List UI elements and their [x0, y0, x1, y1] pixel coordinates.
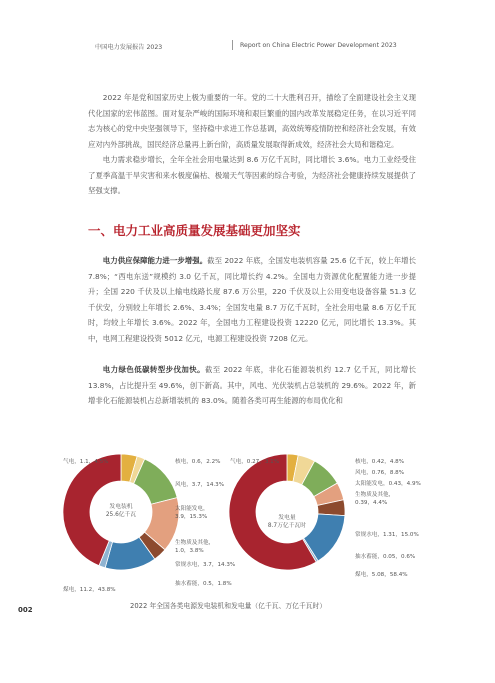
generation-label-bio-value: 0.39，4.4% — [355, 500, 388, 506]
capacity-center-label — [91, 503, 151, 519]
generation-center-value: 8.7万亿千瓦时 — [267, 523, 307, 529]
generation-label-gas: 气电，0.27，3.1% — [230, 459, 280, 465]
capacity-label-wind: 风电，3.7，14.3% — [175, 482, 225, 488]
capacity-label-solar-value: 3.9，15.3% — [175, 514, 208, 520]
intro-paragraph-1: 2022 年是党和国家历史上极为重要的一年。党的二十大胜利召开，描绘了全面建设社会主义现代化国家的宏伟蓝图。面对复杂严峻的国际环境和艰巨繁重的国内改革发展稳定任务，在以习近平同志为核心的党中央坚强领导下，坚持稳中求进工作总基调，高效统筹疫情防控和经济社会发展，有效应对内外部挑战，国民经济总量再上新台阶，高质量发展取得新成效，经济社会大局和谐稳定。 — [88, 93, 416, 149]
generation-label-bio-name: 生物质及其他， — [355, 492, 395, 498]
intro-paragraph-2: 电力需求稳步增长，全年全社会用电量达到 8.6 万亿千瓦时，同比增长 3.6%。电力工业经受住了夏季高温干旱灾害和来水极度偏枯、极端天气等因素的综合考验，为经济社会健康持续发展提供了坚强支撑。 — [88, 155, 416, 196]
supply-lead: 电力供应保障能力进一步增强。 — [102, 256, 208, 265]
capacity-label-coal: 煤电，11.2，43.8% — [63, 587, 116, 593]
capacity-label-solar-name: 太阳能发电， — [175, 506, 209, 512]
generation-label-hydro: 常规水电，1.31，15.0% — [355, 532, 419, 538]
capacity-center-title: 发电装机 — [109, 504, 133, 510]
green-lead: 电力绿色低碳转型步伐加快。 — [102, 365, 205, 374]
green-paragraph — [88, 362, 416, 409]
header-report-title-en: Report on China Electric Power Development 2023 — [240, 42, 397, 49]
generation-label-pumped: 抽水蓄能，0.05，0.6% — [355, 554, 416, 560]
supply-paragraph — [88, 253, 416, 347]
capacity-label-gas: 气电，1.1，4.5% — [63, 459, 109, 465]
capacity-label-bio-value: 1.0，3.8% — [175, 548, 204, 554]
capacity-label-nuclear: 核电，0.6，2.2% — [175, 459, 221, 465]
generation-center-label — [257, 514, 317, 530]
header-report-title-cn: 中国电力发展报告 2023 — [95, 44, 163, 51]
generation-label-nuclear: 核电，0.42，4.8% — [355, 459, 405, 465]
header-divider — [232, 40, 233, 50]
supply-text: 截至 2022 年底，全国发电装机容量 25.6 亿千瓦，较上年增长 7.8%；“西电东送”规模约 3.0 亿千瓦，同比增长约 4.2%。全国电力资源优化配置能力进一步提升；全国 220 千伏及以上输电线路长度 87.6 万公里，220 千伏及以上公用变电设备容量 51.3 亿千伏安，分别较上年增长 2.6%、3.4%；全国发电量 8.7 万亿千瓦时，全社会用电量 8.6 万亿千瓦时，均较上年增长 3.6%。2022 年，全国电力工程建设投资 12220 亿元，同比增长 13.3%。其中，电网工程建设投资 5012 亿元，电源工程建设投资 7208 亿元。 — [88, 256, 416, 343]
capacity-label-pumped: 抽水蓄能，0.5，1.8% — [175, 581, 232, 587]
capacity-label-bio — [175, 539, 214, 555]
generation-center-title: 发电量 — [278, 515, 296, 521]
generation-label-solar: 太阳能发电，0.43，4.9% — [355, 481, 421, 487]
capacity-label-solar — [175, 505, 209, 521]
capacity-center-value: 25.6亿千瓦 — [105, 512, 137, 518]
section-title: 一、电力工业高质量发展基础更加坚实 — [88, 223, 301, 238]
green-text: 截至 2022 年底，非化石能源装机约 12.7 亿千瓦，同比增长 13.8%，占比提升至 49.6%，创下新高。其中，风电、光伏装机占总装机的 29.6%。2022 年，新增非化石能源装机占总新增装机的 83.0%。随着各类可再生能源的布局优化和 — [88, 365, 416, 406]
generation-label-coal: 煤电，5.08，58.4% — [355, 572, 408, 578]
capacity-label-bio-name: 生物质及其他， — [175, 540, 215, 546]
capacity-label-hydro: 常规水电，3.7，14.3% — [175, 562, 236, 568]
generation-donut-chart — [227, 452, 347, 572]
generation-label-wind: 风电，0.76，8.8% — [355, 470, 405, 476]
generation-label-bio — [355, 491, 394, 507]
page-number: 002 — [18, 606, 33, 614]
chart-caption: 2022 年全国各类电源发电装机和发电量（亿千瓦、万亿千瓦时） — [130, 602, 327, 610]
